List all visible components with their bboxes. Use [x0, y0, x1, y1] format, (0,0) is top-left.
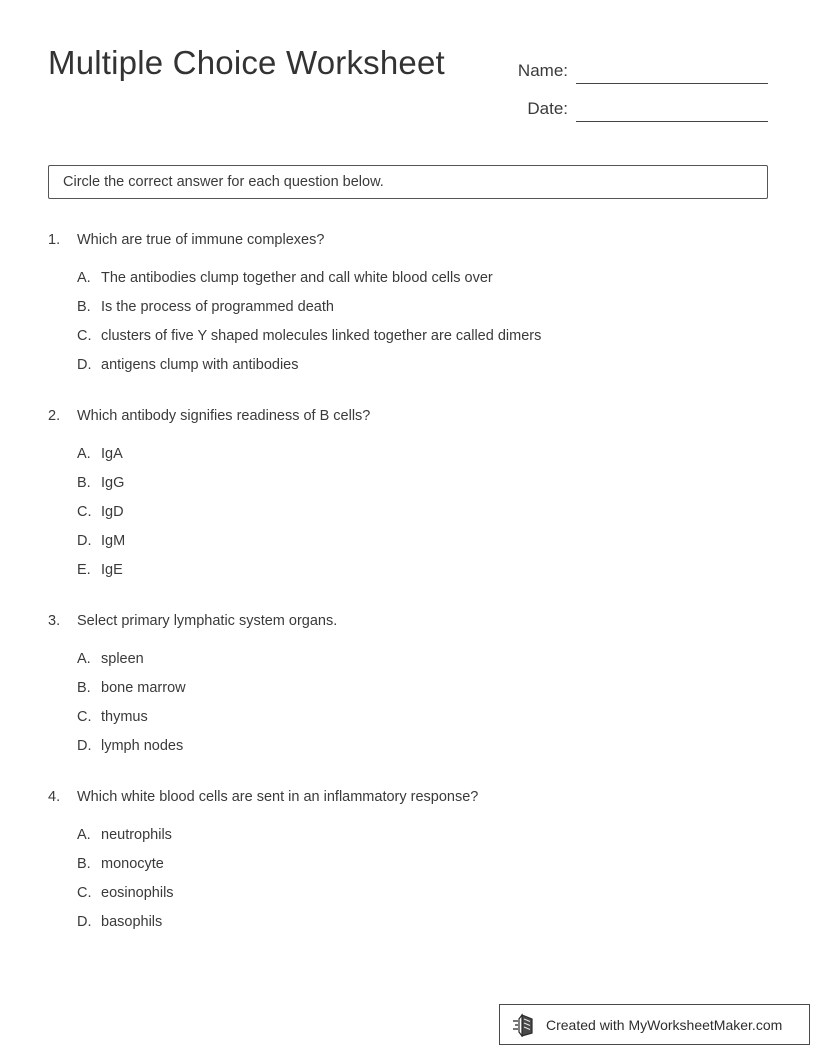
option-row[interactable]	[77, 473, 768, 502]
option-row[interactable]	[77, 326, 768, 355]
option-row[interactable]	[77, 707, 768, 736]
option-letter: D.	[77, 914, 92, 930]
page-title: Multiple Choice Worksheet	[48, 44, 445, 81]
option-letter: A.	[77, 446, 91, 462]
option-row[interactable]	[77, 854, 768, 883]
question-text: Which white blood cells are sent in an inflammatory response?	[77, 789, 479, 805]
created-with-text: Created with MyWorksheetMaker.com	[546, 1016, 783, 1033]
option-letter: B.	[77, 680, 91, 696]
question-text: Which are true of immune complexes?	[77, 232, 325, 248]
question-number: 3.	[48, 613, 61, 629]
option-letter: A.	[77, 827, 91, 843]
option-letter: B.	[77, 299, 91, 315]
question-heading	[48, 406, 768, 427]
option-letter: C.	[77, 709, 92, 725]
option-text: antigens clump with antibodies	[101, 357, 299, 373]
option-text: clusters of five Y shaped molecules linked together are called dimers	[101, 328, 542, 344]
option-row[interactable]	[77, 268, 768, 297]
instruction-box	[48, 165, 768, 199]
option-letter: B.	[77, 856, 91, 872]
option-letter: A.	[77, 270, 91, 286]
option-row[interactable]	[77, 736, 768, 765]
option-text: IgD	[101, 504, 124, 520]
option-row[interactable]	[77, 883, 768, 912]
option-text: neutrophils	[101, 827, 172, 843]
question-block	[48, 406, 768, 589]
option-letter: E.	[77, 562, 91, 578]
option-text: spleen	[101, 651, 144, 667]
option-list	[77, 444, 768, 589]
question-block	[48, 230, 768, 384]
instruction-text: Circle the correct answer for each question below.	[63, 174, 384, 190]
date-field-label: Date:	[527, 99, 568, 118]
option-row[interactable]	[77, 825, 768, 854]
option-text: IgA	[101, 446, 123, 462]
name-field-row	[496, 46, 768, 84]
option-row[interactable]	[77, 531, 768, 560]
name-field-label: Name:	[517, 61, 568, 80]
option-letter: C.	[77, 885, 92, 901]
date-field-line[interactable]	[576, 99, 768, 122]
option-row[interactable]	[77, 560, 768, 589]
option-text: The antibodies clump together and call white blood cells over	[101, 270, 493, 286]
option-text: thymus	[101, 709, 148, 725]
option-letter: D.	[77, 738, 92, 754]
question-number: 4.	[48, 789, 61, 805]
option-text: bone marrow	[101, 680, 186, 696]
option-text: lymph nodes	[101, 738, 184, 754]
created-with-badge[interactable]	[499, 1004, 810, 1045]
question-block	[48, 787, 768, 941]
question-number: 2.	[48, 408, 61, 424]
option-text: IgE	[101, 562, 123, 578]
option-text: monocyte	[101, 856, 164, 872]
flying-page-logo-icon	[512, 1013, 538, 1037]
option-text: basophils	[101, 914, 163, 930]
question-heading	[48, 230, 768, 251]
option-letter: D.	[77, 357, 92, 373]
option-row[interactable]	[77, 355, 768, 384]
option-row[interactable]	[77, 678, 768, 707]
option-letter: C.	[77, 328, 92, 344]
question-heading	[48, 611, 768, 632]
option-text: IgG	[101, 475, 125, 491]
option-letter: A.	[77, 651, 91, 667]
option-text: IgM	[101, 533, 126, 549]
option-list	[77, 825, 768, 941]
option-row[interactable]	[77, 297, 768, 326]
question-list	[48, 230, 768, 963]
question-block	[48, 611, 768, 765]
option-list	[77, 268, 768, 384]
option-text: Is the process of programmed death	[101, 299, 334, 315]
option-row[interactable]	[77, 444, 768, 473]
name-field-line[interactable]	[576, 61, 768, 84]
date-field-row	[496, 84, 768, 122]
option-list	[77, 649, 768, 765]
question-heading	[48, 787, 768, 808]
question-text: Which antibody signifies readiness of B cells?	[77, 408, 371, 424]
question-number: 1.	[48, 232, 61, 248]
option-text: eosinophils	[101, 885, 174, 901]
worksheet-header	[48, 40, 768, 120]
option-row[interactable]	[77, 912, 768, 941]
option-letter: D.	[77, 533, 92, 549]
option-letter: B.	[77, 475, 91, 491]
option-row[interactable]	[77, 502, 768, 531]
student-info-fields	[496, 46, 768, 122]
option-row[interactable]	[77, 649, 768, 678]
question-text: Select primary lymphatic system organs.	[77, 613, 338, 629]
option-letter: C.	[77, 504, 92, 520]
